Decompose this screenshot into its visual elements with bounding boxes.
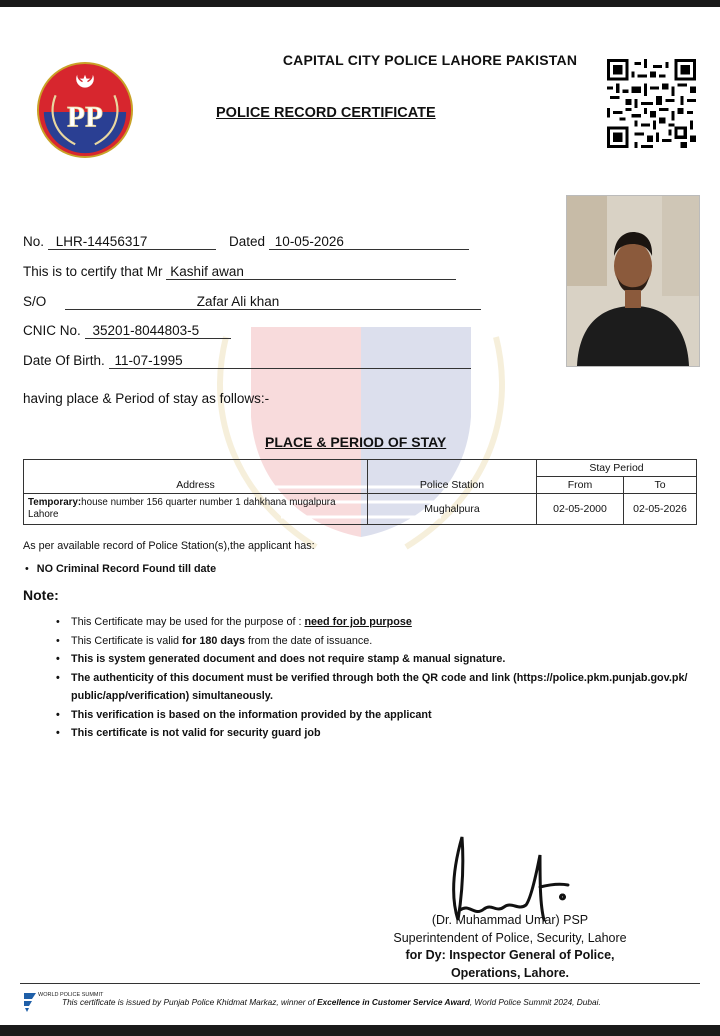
col-address: Address	[24, 460, 368, 494]
applicant-photo	[566, 195, 700, 367]
note-item: • The authenticity of this document must be verified through both the QR code and link (https://police.pkm.punjab.gov.pk/ public/app/verification) simultaneously.	[56, 669, 706, 706]
so-row	[23, 294, 481, 310]
dated-label: Dated	[229, 234, 266, 249]
note-heading: Note:	[23, 587, 59, 603]
certificate-title: POLICE RECORD CERTIFICATE	[216, 105, 436, 121]
cert-no-label: No.	[23, 234, 45, 249]
purpose-value: need for job purpose	[304, 616, 412, 628]
col-station: Police Station	[368, 460, 537, 494]
cert-no-value: LHR-14456317	[48, 234, 216, 250]
address-value: house number 156 quarter number 1 dahkhana mugalpura Lahore	[28, 497, 336, 520]
father-name: Zafar Ali khan	[65, 294, 481, 310]
footer-text	[62, 997, 601, 1007]
cnic-value: 35201-8044803-5	[85, 323, 231, 339]
from-cell: 02-05-2000	[537, 494, 624, 525]
col-from: From	[537, 477, 624, 494]
note-item: • This verification is based on the information provided by the applicant	[56, 706, 706, 725]
note-text: This Certificate may be used for the purpose of :	[71, 616, 305, 628]
verification-qr-code[interactable]	[607, 59, 696, 148]
world-police-summit-logo	[22, 989, 104, 1015]
note-item: • This certificate is not valid for security guard job	[56, 724, 706, 743]
so-label: S/O	[23, 294, 47, 309]
record-status: NO Criminal Record Found till date	[36, 563, 217, 575]
record-intro: As per available record of Police Station(s),the applicant has:	[23, 540, 315, 552]
col-period: Stay Period	[537, 460, 697, 477]
cert-no-row	[23, 234, 216, 250]
station-cell: Mughalpura	[368, 494, 537, 525]
signatory-name: (Dr. Muhammad Umar) PSP	[431, 913, 589, 927]
note-item: • This is system generated document and does not require stamp & manual signature.	[56, 650, 706, 669]
dob-value: 11-07-1995	[109, 353, 471, 369]
col-to: To	[624, 477, 697, 494]
certify-label: This is to certify that Mr	[23, 264, 163, 279]
logo-letters: PP	[67, 101, 103, 134]
footer-text-part: , World Police Summit 2024, Dubai.	[469, 997, 601, 1007]
dob-row	[23, 353, 471, 369]
note-item	[56, 632, 706, 651]
applicant-name: Kashif awan	[166, 264, 456, 280]
cnic-row	[23, 323, 231, 339]
footer-divider	[20, 983, 700, 984]
certificate-page	[0, 7, 720, 1025]
note-text: This Certificate is valid	[71, 634, 183, 647]
org-title: CAPITAL CITY POLICE LAHORE PAKISTAN	[282, 52, 578, 68]
cnic-label: CNIC No.	[23, 323, 81, 338]
footer-text-part: This certificate is issued by Punjab Police Khidmat Markaz, winner of	[62, 997, 318, 1007]
signatory-for: for Dy: Inspector General of Police,	[405, 948, 615, 962]
record-status-item: • NO Criminal Record Found till date	[25, 563, 217, 575]
signatory-block	[380, 912, 640, 982]
signatory-dept: Operations, Lahore.	[450, 965, 570, 980]
dob-label: Date Of Birth.	[23, 353, 105, 368]
note-item	[56, 613, 706, 632]
dated-value: 10-05-2026	[269, 234, 469, 250]
certify-row	[23, 264, 456, 280]
stay-heading: PLACE & PERIOD OF STAY	[265, 434, 447, 450]
signatory-designation: Superintendent of Police, Security, Lahore	[393, 930, 627, 945]
to-cell: 02-05-2026	[624, 494, 697, 525]
validity-value: for 180 days	[182, 634, 246, 647]
punjab-police-logo	[36, 61, 134, 159]
note-text: from the date of issuance.	[245, 634, 373, 647]
award-name: Excellence in Customer Service Award	[317, 997, 470, 1007]
address-type: Temporary:	[28, 497, 82, 508]
table-row	[24, 494, 697, 525]
stay-table	[23, 459, 697, 525]
stay-intro: having place & Period of stay as follows:-	[23, 391, 270, 406]
summit-logo-text: WORLD POLICE SUMMIT	[38, 992, 104, 998]
dated-row	[229, 234, 469, 250]
note-list	[56, 613, 706, 743]
